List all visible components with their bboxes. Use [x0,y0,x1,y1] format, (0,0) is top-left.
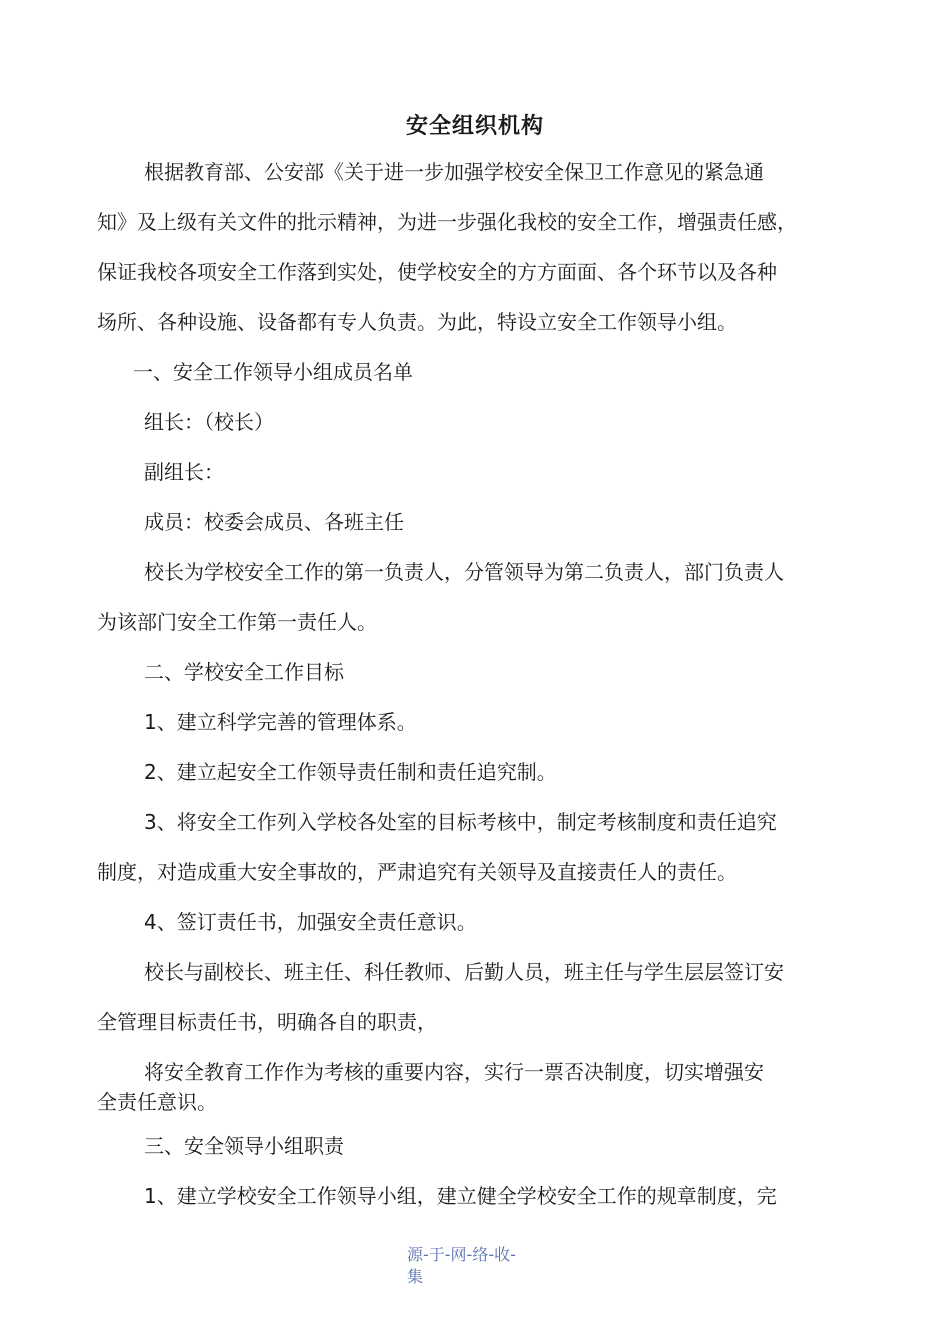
paragraph-line: 为该部门安全工作第一责任人。 [97,610,377,634]
paragraph-line: 1、建立学校安全工作领导小组，建立健全学校安全工作的规章制度，完 [144,1184,777,1208]
paragraph-line: 保证我校各项安全工作落到实处，使学校安全的方方面面、各个环节以及各种 [97,260,777,284]
paragraph-line: 根据教育部、公安部《关于进一步加强学校安全保卫工作意见的紧急通 [144,160,764,184]
section-heading: 三、安全领导小组职责 [144,1134,344,1158]
paragraph-line: 2、建立起安全工作领导责任制和责任追究制。 [144,760,557,784]
section-heading: 一、安全工作领导小组成员名单 [133,360,413,384]
paragraph-line: 制度，对造成重大安全事故的，严肃追究有关领导及直接责任人的责任。 [97,860,737,884]
paragraph-line: 1、建立科学完善的管理体系。 [144,710,417,734]
section-heading: 二、学校安全工作目标 [144,660,344,684]
paragraph-line: 组长：（校长） [144,410,274,434]
paragraph-line: 全责任意识。 [97,1090,217,1114]
paragraph-line: 3、将安全工作列入学校各处室的目标考核中，制定考核制度和责任追究 [144,810,777,834]
paragraph-line: 成员：校委会成员、各班主任 [144,510,404,534]
paragraph-line: 4、签订责任书，加强安全责任意识。 [144,910,477,934]
paragraph-line: 全管理目标责任书，明确各自的职责， [97,1010,437,1034]
page-footer [407,1244,547,1288]
paragraph-line: 校长为学校安全工作的第一负责人，分管领导为第二负责人，部门负责人 [144,560,784,584]
footer-line: 集 [407,1267,424,1286]
document-title: 安全组织机构 [405,114,544,139]
footer-line: 源-于-网-络-收- [407,1245,516,1264]
paragraph-line: 知》及上级有关文件的批示精神，为进一步强化我校的安全工作，增强责任感， [97,210,797,234]
paragraph-line: 校长与副校长、班主任、科任教师、后勤人员，班主任与学生层层签订安 [144,960,784,984]
paragraph-line: 副组长： [144,460,224,484]
paragraph-line: 场所、各种设施、设备都有专人负责。为此，特设立安全工作领导小组。 [97,310,737,334]
paragraph-line: 将安全教育工作作为考核的重要内容，实行一票否决制度，切实增强安 [144,1060,764,1084]
